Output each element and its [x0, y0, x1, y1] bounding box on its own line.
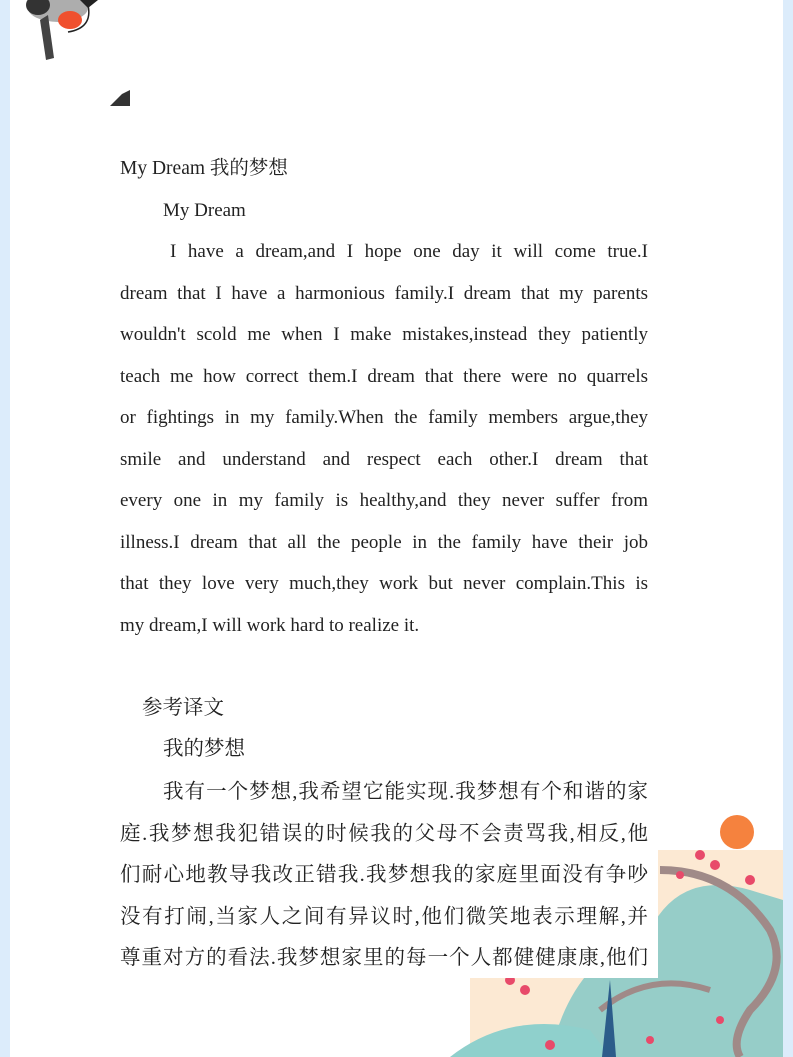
english-line: that they love very much,they work but never complain.This is: [120, 573, 648, 594]
chinese-line: 我有一个梦想,我希望它能实现.我梦想有个和谐的家: [163, 781, 648, 803]
ink-rock-illustration: [110, 88, 130, 108]
english-line: illness.I dream that all the people in the family have their job: [120, 532, 648, 553]
english-line: wouldn't scold me when I make mistakes,instead they patiently: [120, 324, 648, 345]
english-line: or fightings in my family.When the family members argue,they: [120, 407, 648, 428]
english-line: smile and understand and respect each other.I dream that: [120, 449, 648, 470]
english-line: teach me how correct them.I dream that there were no quarrels: [120, 366, 648, 387]
translation-heading: 我的梦想: [163, 738, 245, 760]
chinese-line: 尊重对方的看法.我梦想家里的每一个人都健健康康,他们: [120, 947, 648, 969]
document-title: My Dream 我的梦想: [120, 158, 288, 179]
english-line: I have a dream,and I hope one day it will come true.I: [170, 241, 648, 262]
english-heading: My Dream: [163, 200, 246, 221]
ink-bird-illustration: [18, 0, 118, 70]
chinese-line: 庭.我梦想我犯错误的时候我的父母不会责骂我,相反,他: [120, 823, 648, 845]
chinese-line: 们耐心地教导我改正错我.我梦想我的家庭里面没有争吵: [120, 864, 648, 886]
english-line: my dream,I will work hard to realize it.: [120, 615, 420, 636]
english-line: every one in my family is healthy,and they never suffer from: [120, 490, 648, 511]
chinese-line: 没有打闹,当家人之间有异议时,他们微笑地表示理解,并: [120, 906, 648, 928]
english-line: dream that I have a harmonious family.I dream that my parents: [120, 283, 648, 304]
translation-label: 参考译文: [142, 697, 224, 719]
